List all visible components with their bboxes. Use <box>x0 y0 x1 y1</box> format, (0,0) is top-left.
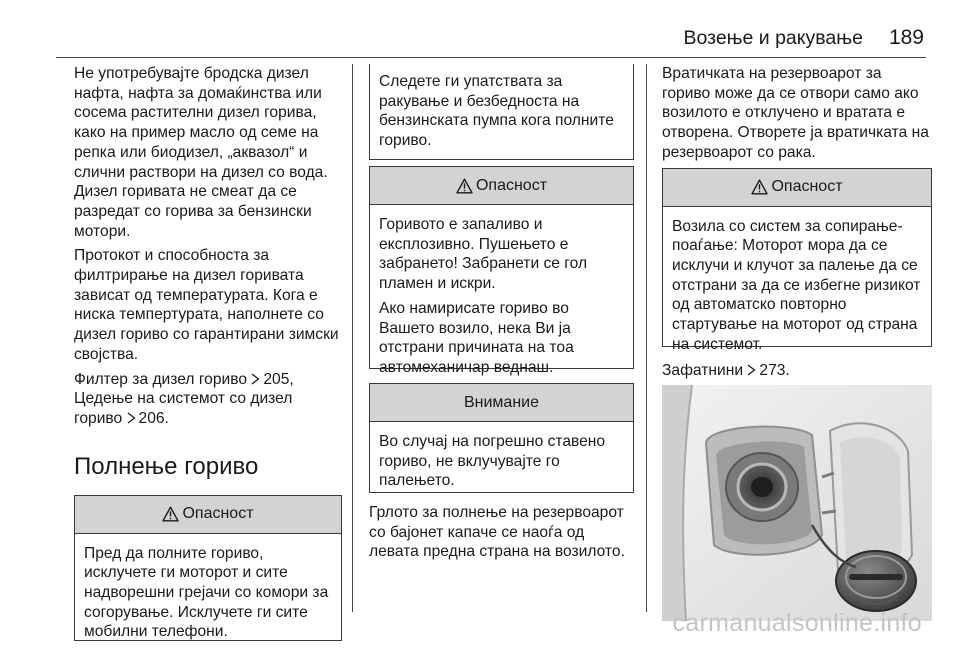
danger-box-title: Опасност <box>370 167 633 205</box>
notice-box-body: Во случај на погрешно ставено гориво, не вклучувајте го палењето. <box>379 433 606 490</box>
fuel-filler-photo <box>662 385 932 621</box>
paragraph-fuel-door: Вратичката на резервоарот за гориво може да се отвори само ако возилото е отклучено и вратата е отворена. Отворете ја вратичката на резервоарот со рака. <box>662 65 929 161</box>
header-rule <box>56 57 926 58</box>
paragraph-filler-neck: Грлото за полнење на резервоарот со бајонет капаче се наоѓа од левата предна страна на возилото. <box>369 504 625 561</box>
instruction-box: Следете ги упатствата за ракување и безбедноста на бензинската пумпа кога полните гориво. <box>369 64 634 160</box>
danger-box-body: Возила со систем за сопирање-поаѓање: Моторот мора да се исклучи и клучот за палење да се отстрани за да се избегне ризикот од автоматско повторно стартување на моторот од страна на системот. <box>672 217 921 353</box>
danger-box-title: Опасност <box>75 496 341 534</box>
paragraph-filtering: Протокот и способноста за филтрирање на дизел горивата зависат од температурата. Кога е ниска темпертурата, наполнете со дизел гориво со гарантирани зимски својства. <box>74 247 339 363</box>
section-heading: Полнење гориво <box>74 452 259 480</box>
warning-triangle-icon <box>456 178 473 194</box>
page-header <box>683 26 924 56</box>
warning-triangle-icon <box>751 179 768 195</box>
danger-box <box>369 166 634 376</box>
danger-box-title: Опасност <box>663 169 931 207</box>
page-reference-arrow-icon <box>251 373 260 385</box>
danger-box <box>74 495 342 641</box>
column-divider-right <box>646 64 647 612</box>
danger-box-body: Пред да полните гориво, исклучете ги моторот и сите надворешни грејачи со комори за согорување. Исклучете ги сите мобилни телефони. <box>84 544 329 641</box>
cross-reference: Зафатнини 273. <box>662 361 790 379</box>
danger-box-body: Горивото е запаливо и експлозивно. Пушењето е забрането! Забранети се гол пламен и искри. Ако намирисате гориво во Вашето возило, нека Ви ја отстрани причината на тоа автомеханичар веднаш. <box>379 216 588 376</box>
reference-link[interactable]: 273. <box>759 361 790 379</box>
watermark: carmanualsonline.info <box>672 609 922 637</box>
paragraph-diesel-fuels: Не употребувајте бродска дизел нафта, нафта за домаќинства или сосема растителни дизел горива, како на пример масло од семе на репка или биодизел, „аквазол“ и слични раствори на дизел со вода. Дизел горивата не смеат да се разредат со горива за бензински мотори. <box>74 65 328 240</box>
warning-triangle-icon <box>162 506 179 522</box>
notice-box <box>369 383 634 493</box>
column-1 <box>74 64 342 641</box>
page-number: 189 <box>888 26 924 49</box>
column-2 <box>369 64 634 567</box>
column-3 <box>662 64 932 385</box>
column-divider-left <box>352 64 353 612</box>
reference-link[interactable]: 205, <box>263 370 294 388</box>
fuel-filler-illustration <box>662 385 932 621</box>
cross-references: Филтер за дизел гориво 205, Цедење на системот со дизел гориво 206. <box>74 370 294 427</box>
reference-link[interactable]: 206. <box>138 409 169 427</box>
danger-box <box>662 168 932 353</box>
notice-box-title: Внимание <box>370 384 633 422</box>
page-reference-arrow-icon <box>127 412 136 424</box>
chapter-title: Возење и ракување <box>683 27 863 49</box>
page-reference-arrow-icon <box>747 364 756 376</box>
